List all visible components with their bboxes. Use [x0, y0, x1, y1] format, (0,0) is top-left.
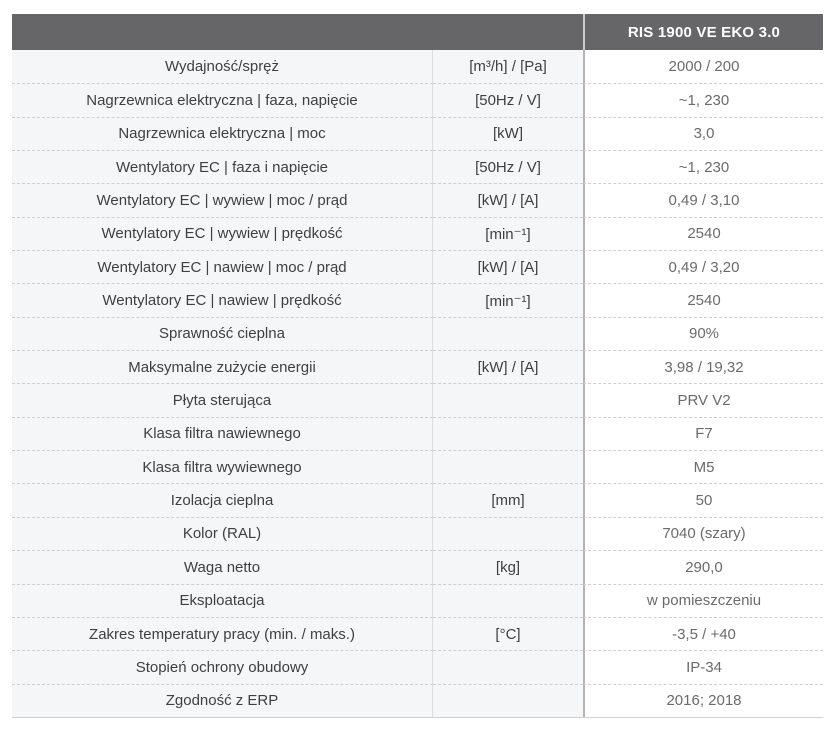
table-row: [12, 83, 823, 116]
spec-value: 290,0: [583, 550, 823, 583]
spec-value: 2000 / 200: [583, 50, 823, 83]
table-header-row: [12, 14, 823, 50]
spec-unit: [kW] / [A]: [433, 250, 583, 283]
spec-label: Waga netto: [12, 550, 433, 583]
spec-label: Nagrzewnica elektryczna | moc: [12, 117, 433, 150]
spec-label: Nagrzewnica elektryczna | faza, napięcie: [12, 83, 433, 116]
spec-label: Wentylatory EC | nawiew | prędkość: [12, 283, 433, 316]
spec-label: Wydajność/spręż: [12, 50, 433, 83]
spec-label: Wentylatory EC | faza i napięcie: [12, 150, 433, 183]
table-row: [12, 550, 823, 583]
spec-unit: [kW] / [A]: [433, 350, 583, 383]
spec-unit: [50Hz / V]: [433, 150, 583, 183]
spec-unit: [433, 684, 583, 717]
spec-value: ~1, 230: [583, 83, 823, 116]
table-row: [12, 217, 823, 250]
spec-label: Sprawność cieplna: [12, 317, 433, 350]
spec-unit: [min⁻¹]: [433, 217, 583, 250]
spec-value: 3,0: [583, 117, 823, 150]
spec-value: w pomieszczeniu: [583, 584, 823, 617]
table-row: [12, 283, 823, 316]
table-row: [12, 617, 823, 650]
spec-unit: [°C]: [433, 617, 583, 650]
spec-value: 3,98 / 19,32: [583, 350, 823, 383]
spec-unit: [m³/h] / [Pa]: [433, 50, 583, 83]
spec-value: PRV V2: [583, 383, 823, 416]
spec-value: 90%: [583, 317, 823, 350]
spec-value: 2016; 2018: [583, 684, 823, 717]
spec-value: 50: [583, 483, 823, 516]
spec-label: Wentylatory EC | wywiew | prędkość: [12, 217, 433, 250]
spec-value: 2540: [583, 283, 823, 316]
spec-label: Zgodność z ERP: [12, 684, 433, 717]
spec-value: 2540: [583, 217, 823, 250]
spec-label: Klasa filtra wywiewnego: [12, 450, 433, 483]
spec-value: 0,49 / 3,20: [583, 250, 823, 283]
spec-unit: [433, 450, 583, 483]
table-row: [12, 150, 823, 183]
product-name-header: RIS 1900 VE EKO 3.0: [583, 14, 823, 50]
spec-label: Klasa filtra nawiewnego: [12, 417, 433, 450]
table-row: [12, 584, 823, 617]
table-row: [12, 250, 823, 283]
table-row: [12, 684, 823, 717]
table-row: [12, 350, 823, 383]
spec-label: Eksploatacja: [12, 584, 433, 617]
table-body: [12, 50, 823, 718]
spec-unit: [50Hz / V]: [433, 83, 583, 116]
spec-label: Izolacja cieplna: [12, 483, 433, 516]
spec-label: Kolor (RAL): [12, 517, 433, 550]
table-row: [12, 650, 823, 683]
spec-label: Maksymalne zużycie energii: [12, 350, 433, 383]
spec-value: 0,49 / 3,10: [583, 183, 823, 216]
table-row: [12, 117, 823, 150]
spec-value: -3,5 / +40: [583, 617, 823, 650]
spec-label: Wentylatory EC | nawiew | moc / prąd: [12, 250, 433, 283]
table-row: [12, 383, 823, 416]
spec-unit: [433, 417, 583, 450]
spec-value: IP-34: [583, 650, 823, 683]
spec-value: M5: [583, 450, 823, 483]
spec-table: [12, 14, 823, 718]
spec-value: ~1, 230: [583, 150, 823, 183]
table-row: [12, 417, 823, 450]
spec-unit: [433, 650, 583, 683]
spec-unit: [min⁻¹]: [433, 283, 583, 316]
table-row: [12, 517, 823, 550]
spec-unit: [kW]: [433, 117, 583, 150]
table-row: [12, 183, 823, 216]
spec-unit: [433, 383, 583, 416]
spec-label: Płyta sterująca: [12, 383, 433, 416]
spec-label: Stopień ochrony obudowy: [12, 650, 433, 683]
spec-unit: [kg]: [433, 550, 583, 583]
table-row: [12, 50, 823, 83]
spec-value: 7040 (szary): [583, 517, 823, 550]
spec-value: F7: [583, 417, 823, 450]
spec-unit: [kW] / [A]: [433, 183, 583, 216]
spec-unit: [433, 317, 583, 350]
spec-unit: [433, 584, 583, 617]
header-empty-cell: [12, 14, 583, 50]
spec-label: Zakres temperatury pracy (min. / maks.): [12, 617, 433, 650]
table-row: [12, 317, 823, 350]
spec-unit: [mm]: [433, 483, 583, 516]
spec-label: Wentylatory EC | wywiew | moc / prąd: [12, 183, 433, 216]
table-row: [12, 483, 823, 516]
spec-unit: [433, 517, 583, 550]
table-row: [12, 450, 823, 483]
